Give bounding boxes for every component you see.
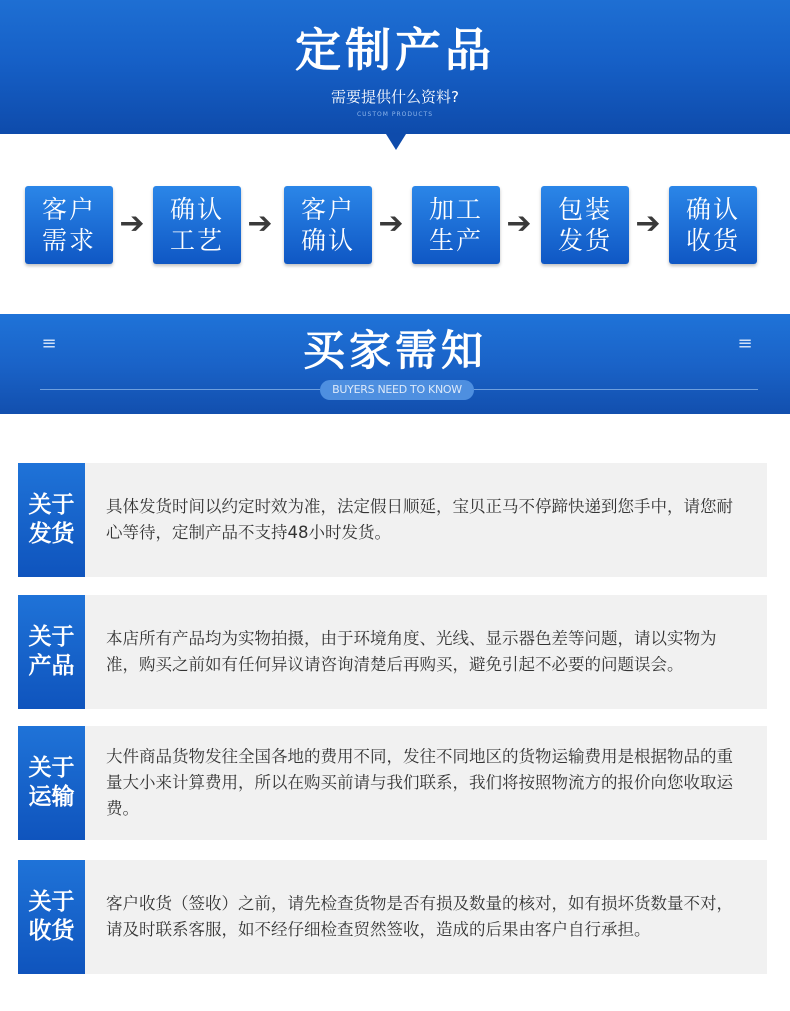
step-label: 客户需求	[41, 195, 96, 255]
card-heading: 关于发货	[28, 492, 75, 547]
buyers-notice-title: 买家需知	[302, 326, 487, 375]
custom-products-banner	[0, 0, 790, 134]
menu-lines-icon: ≡	[41, 333, 57, 354]
card-body	[106, 726, 746, 840]
card-heading-box	[18, 595, 85, 709]
card-heading-box	[18, 726, 85, 840]
card-text: 客户收货（签收）之前，请先检查货物是否有损及数量的核对，如有损坏货数量不对，请及时联系客服，如不经仔细检查贸然签收，造成的后果由客户自行承担。	[106, 894, 733, 939]
banner-pointer-notch	[386, 134, 406, 150]
custom-products-subtitle: 需要提供什么资料?	[331, 88, 459, 106]
menu-lines-icon: ≡	[737, 333, 753, 354]
card-text: 大件商品货物发往全国各地的费用不同，发往不同地区的货物运输费用是根据物品的重量大小来计算费用，所以在购买前请与我们联系，我们将按照物流方的报价向您收取运费。	[106, 747, 733, 818]
arrow-right-icon: ➔	[635, 206, 661, 241]
step-customer-needs	[25, 186, 113, 264]
card-heading-box	[18, 463, 85, 577]
step-label: 客户确认	[300, 195, 355, 255]
arrow-right-icon: ➔	[247, 206, 273, 241]
card-text: 本店所有产品均为实物拍摄，由于环境角度、光线、显示器色差等问题，请以实物为准，购买之前如有任何异议请咨询清楚后再购买，避免引起不必要的问题误会。	[106, 629, 717, 674]
step-label: 包装发货	[557, 195, 612, 255]
step-label: 确认工艺	[169, 195, 224, 255]
card-text: 具体发货时间以约定时效为准，法定假日顺延，宝贝正马不停蹄快递到您手中，请您耐心等待，定制产品不支持48小时发货。	[106, 497, 733, 542]
divider-line	[40, 389, 320, 390]
step-production	[412, 186, 500, 264]
notice-card-product	[18, 595, 767, 709]
card-heading: 关于运输	[28, 755, 75, 810]
notice-card-receipt	[18, 860, 767, 974]
card-body	[106, 860, 746, 974]
card-body	[106, 463, 746, 577]
step-label: 加工生产	[428, 195, 483, 255]
process-steps	[0, 186, 790, 264]
step-customer-confirm	[284, 186, 372, 264]
notice-card-transport	[18, 726, 767, 840]
buyers-notice-caption: BUYERS NEED TO KNOW	[320, 380, 474, 400]
card-heading: 关于产品	[28, 624, 75, 679]
arrow-right-icon: ➔	[119, 206, 145, 241]
arrow-right-icon: ➔	[506, 206, 532, 241]
card-heading: 关于收货	[28, 889, 75, 944]
divider-line	[474, 389, 758, 390]
buyers-notice-banner	[0, 314, 790, 414]
step-label: 确认收货	[685, 195, 740, 255]
step-confirm-craft	[153, 186, 241, 264]
step-confirm-receipt	[669, 186, 757, 264]
step-pack-ship	[541, 186, 629, 264]
card-body	[106, 595, 746, 709]
arrow-right-icon: ➔	[378, 206, 404, 241]
custom-products-title: 定制产品	[295, 23, 495, 77]
card-heading-box	[18, 860, 85, 974]
notice-card-shipping	[18, 463, 767, 577]
custom-products-caption: CUSTOM PRODUCTS	[356, 111, 434, 118]
